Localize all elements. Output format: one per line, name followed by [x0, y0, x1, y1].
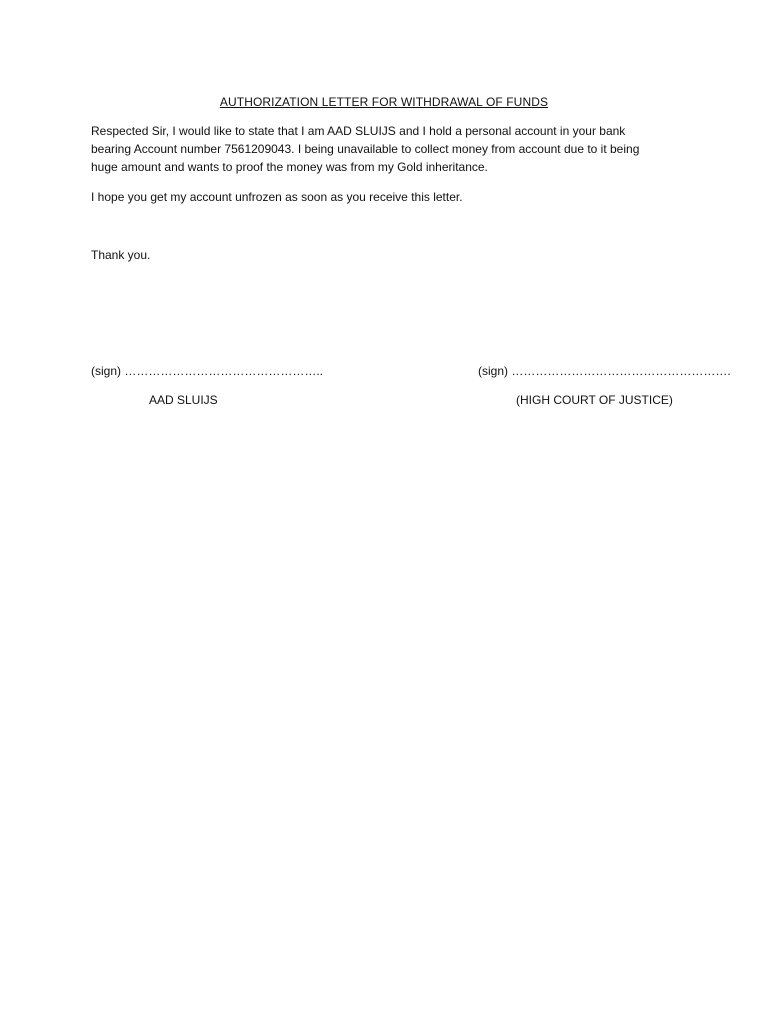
- signatory-name-right: (HIGH COURT OF JUSTICE): [516, 393, 673, 407]
- letter-paragraph-request: I hope you get my account unfrozen as soon as you receive this letter.: [91, 190, 463, 204]
- letter-title: AUTHORIZATION LETTER FOR WITHDRAWAL OF FUNDS: [219, 95, 549, 109]
- signature-line-left: (sign) …………………………………………..: [91, 364, 324, 378]
- letter-paragraph-intro: [91, 122, 691, 176]
- paragraph-line: huge amount and wants to proof the money was from my Gold inheritance.: [91, 160, 488, 174]
- signature-line-right: (sign) ……………………………………………….: [478, 364, 731, 378]
- paragraph-line: bearing Account number 7561209043. I being unavailable to collect money from account due to it being: [91, 142, 640, 156]
- letter-closing: Thank you.: [91, 248, 151, 262]
- paragraph-line: Respected Sir, I would like to state that I am AAD SLUIJS and I hold a personal account in your bank: [91, 124, 626, 138]
- signatory-name-left: AAD SLUIJS: [149, 393, 218, 407]
